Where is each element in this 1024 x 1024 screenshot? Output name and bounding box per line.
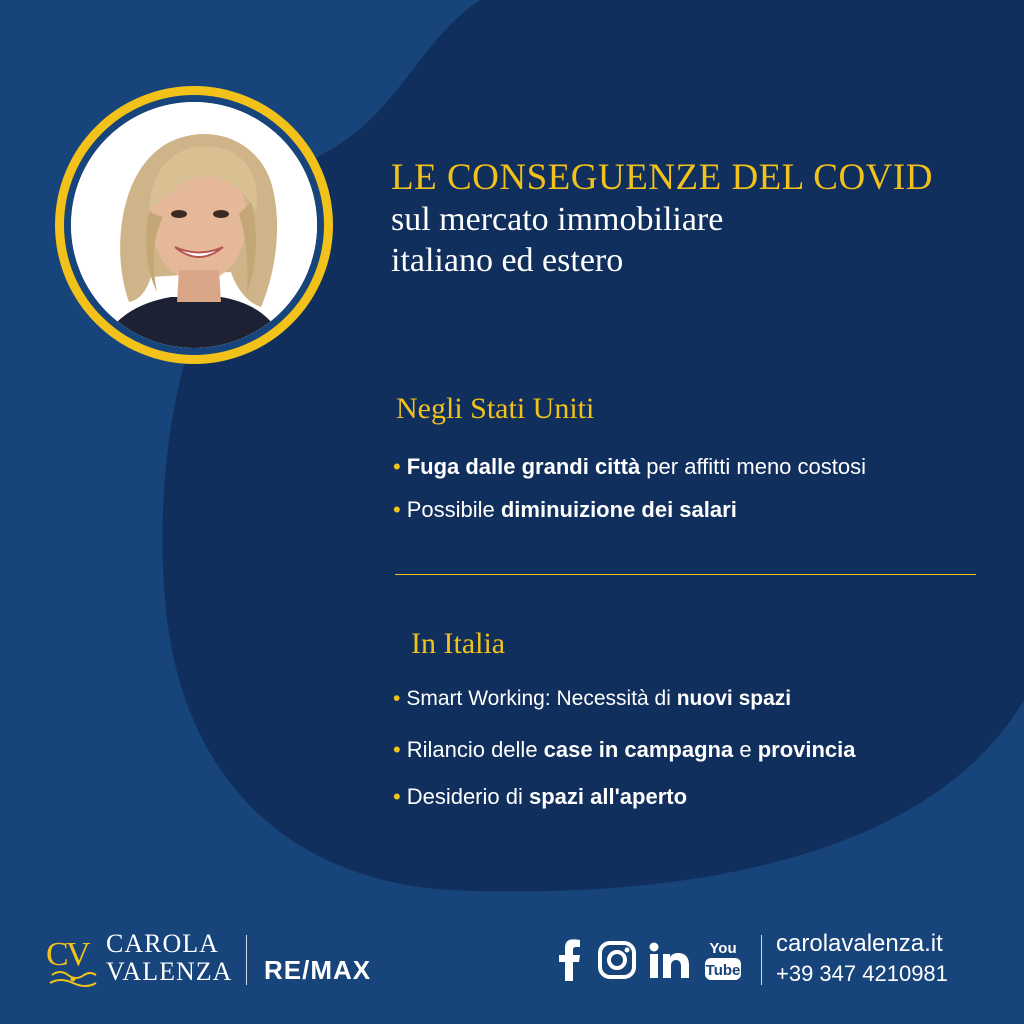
brand-name-line-1: CAROLA bbox=[106, 929, 219, 958]
instagram-icon[interactable] bbox=[597, 935, 637, 985]
linkedin-icon[interactable] bbox=[648, 935, 692, 985]
bullet-item: • Rilancio delle case in campagna e provincia bbox=[393, 737, 856, 762]
brand-name bbox=[106, 930, 232, 986]
bullet-item: • Possibile diminuizione dei salari bbox=[393, 497, 737, 522]
section-divider bbox=[395, 574, 976, 575]
portrait-photo bbox=[71, 102, 317, 348]
bullet-item: • Desiderio di spazi all'aperto bbox=[393, 784, 688, 809]
facebook-icon[interactable] bbox=[553, 935, 587, 985]
section-heading-italy: In Italia bbox=[411, 627, 506, 660]
phone-number[interactable]: +39 347 4210981 bbox=[776, 961, 948, 986]
bullet-dot: • bbox=[393, 687, 401, 710]
brand-name-line-2: VALENZA bbox=[106, 957, 233, 986]
bullet-item: • Smart Working: Necessità di nuovi spazi bbox=[393, 687, 792, 710]
title-subline-1: sul mercato immobiliare bbox=[391, 201, 724, 238]
bullet-dot: • bbox=[393, 737, 401, 762]
remax-logo: RE/MAX bbox=[264, 955, 372, 985]
brand-monogram-icon bbox=[46, 935, 100, 989]
youtube-icon[interactable] bbox=[703, 935, 743, 985]
title-subline-2: italiano ed estero bbox=[391, 242, 624, 279]
youtube-tube-text: Tube bbox=[705, 962, 741, 979]
bullet-dot: • bbox=[393, 497, 401, 522]
website-link[interactable]: carolavalenza.it bbox=[776, 930, 943, 957]
youtube-you-text: You bbox=[709, 940, 737, 957]
footer-divider bbox=[761, 935, 762, 985]
svg-text:C: C bbox=[46, 936, 69, 973]
bullet-item: • Fuga dalle grandi città per affitti meno costosi bbox=[393, 454, 866, 479]
svg-text:V: V bbox=[66, 936, 91, 973]
title-headline: LE CONSEGUENZE DEL COVID bbox=[391, 157, 933, 198]
section-heading-usa: Negli Stati Uniti bbox=[396, 392, 595, 425]
bullet-dot: • bbox=[393, 784, 401, 809]
bullet-dot: • bbox=[393, 454, 401, 479]
portrait-frame bbox=[55, 86, 333, 364]
footer-divider bbox=[246, 935, 247, 985]
